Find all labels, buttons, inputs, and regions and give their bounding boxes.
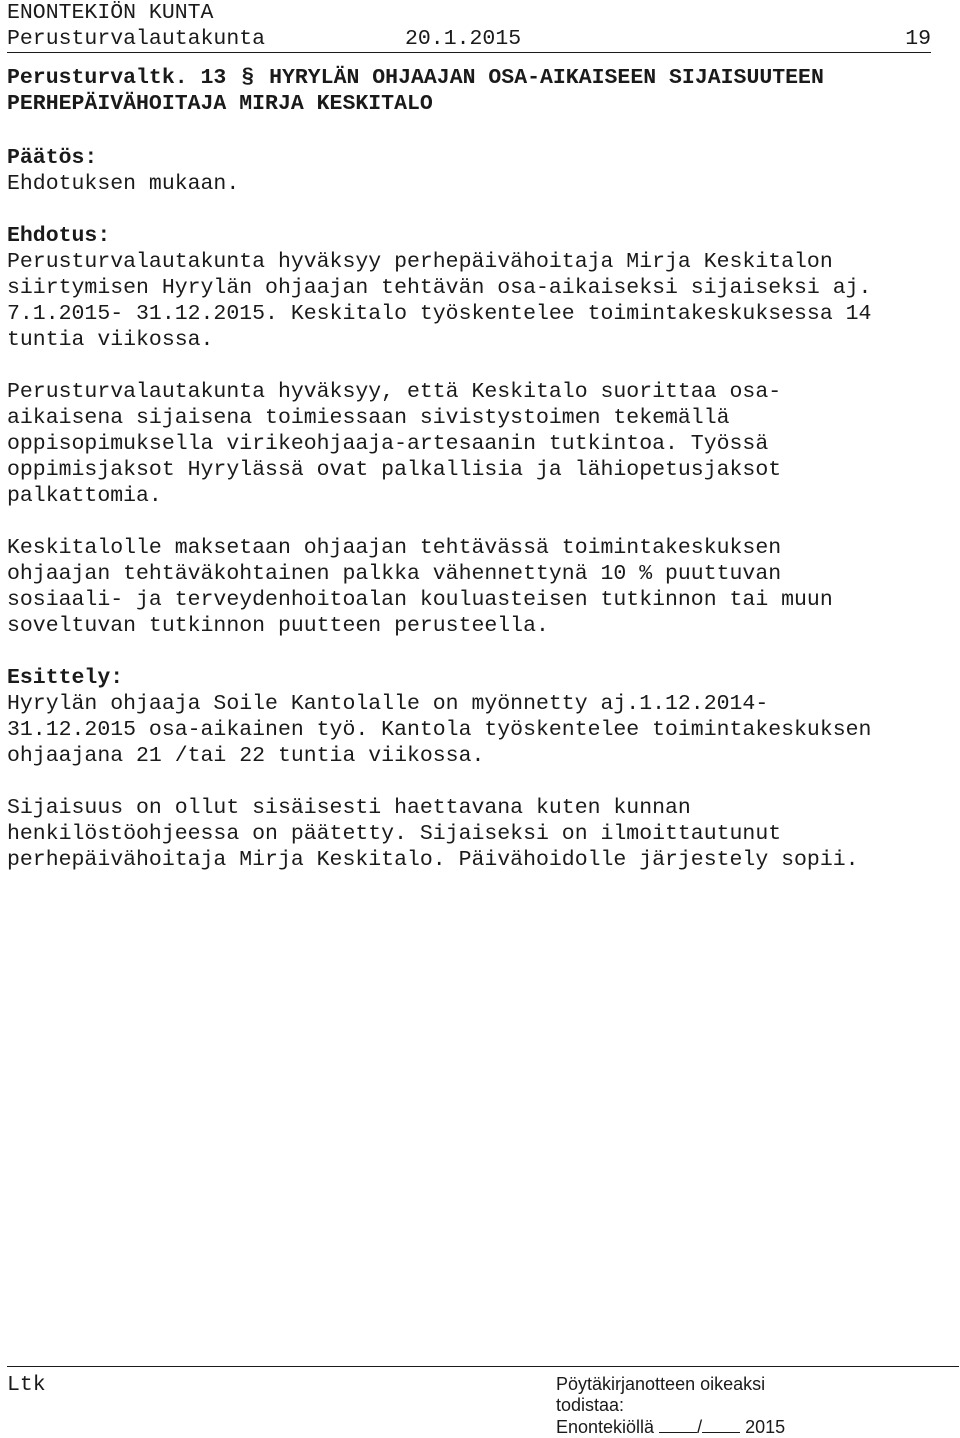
certification-line2: todistaa:	[556, 1395, 625, 1415]
date-slash: /	[697, 1417, 703, 1437]
certification-block	[556, 1374, 785, 1438]
document-page	[7, 0, 953, 1438]
item-reference: Perusturvaltk. 13	[7, 66, 227, 90]
footer-initials: Ltk	[7, 1373, 46, 1397]
proposal-label: Ehdotus:	[7, 224, 111, 248]
certification-place-date	[556, 1416, 785, 1438]
item-title	[7, 65, 947, 117]
proposal-paragraph-3: Keskitalolle maksetaan ohjaajan tehtävässä toimintakeskuksen ohjaajan tehtäväkohtainen palkka vähennettynä 10 % puuttuvan sosiaali- ja terveydenhoitoalan kouluasteisen tutkinnon tai muun soveltuvan tutkinnon puutteen perusteella.	[7, 536, 833, 638]
footer-divider	[7, 1366, 959, 1367]
certification-line1: Pöytäkirjanotteen oikeaksi	[556, 1374, 766, 1394]
presentation-paragraph-1: Hyrylän ohjaaja Soile Kantolalle on myönnetty aj.1.12.2014- 31.12.2015 osa-aikainen työ. Kantola työskentelee toimintakeskuksen ohjaajana 21 /tai 22 tuntia viikossa.	[7, 692, 872, 768]
section-sign: §	[241, 66, 255, 90]
proposal-paragraph-2: Perusturvalautakunta hyväksyy, että Keskitalo suorittaa osa- aikaisena sijaisena toimiessaan sivistystoimen tekemällä oppisopimuksella virikeohjaaja-artesaanin tutkintoa. Työssä oppimisjaksot Hyrylässä ovat palkallisia ja lähiopetusjaksot palkattomia.	[7, 380, 782, 508]
committee-name: Perusturvalautakunta	[7, 27, 266, 51]
municipality-name: ENONTEKIÖN KUNTA	[7, 1, 214, 25]
presentation-paragraph-2: Sijaisuus on ollut sisäisesti haettavana kuten kunnan henkilöstöohjeessa on päätetty. Sijaiseksi on ilmoittautunut perhepäivähoitaja Mirja Keskitalo. Päivähoidolle järjestely sopii.	[7, 796, 859, 872]
item-title-line1	[7, 65, 947, 91]
decision-label: Päätös:	[7, 146, 98, 170]
item-heading-line1: HYRYLÄN OHJAAJAN OSA-AIKAISEEN SIJAISUUTEEN	[269, 66, 824, 90]
day-blank	[659, 1416, 697, 1433]
minutes-header	[7, 26, 931, 53]
certification-year: 2015	[745, 1417, 786, 1437]
page-number: 19	[905, 27, 931, 51]
presentation-label: Esittely:	[7, 666, 124, 690]
certification-place: Enontekiöllä	[556, 1417, 655, 1437]
decision-text: Ehdotuksen mukaan.	[7, 172, 240, 196]
item-heading-line2: PERHEPÄIVÄHOITAJA MIRJA KESKITALO	[7, 92, 433, 116]
meeting-date: 20.1.2015	[405, 27, 522, 51]
month-blank	[702, 1416, 740, 1433]
proposal-paragraph-1: Perusturvalautakunta hyväksyy perhepäivähoitaja Mirja Keskitalon siirtymisen Hyrylän ohjaajan tehtävän osa-aikaiseksi sijaiseksi aj. 7.1.2015- 31.12.2015. Keskitalo työskentelee toimintakeskuksessa 14 tuntia viikossa.	[7, 250, 872, 352]
